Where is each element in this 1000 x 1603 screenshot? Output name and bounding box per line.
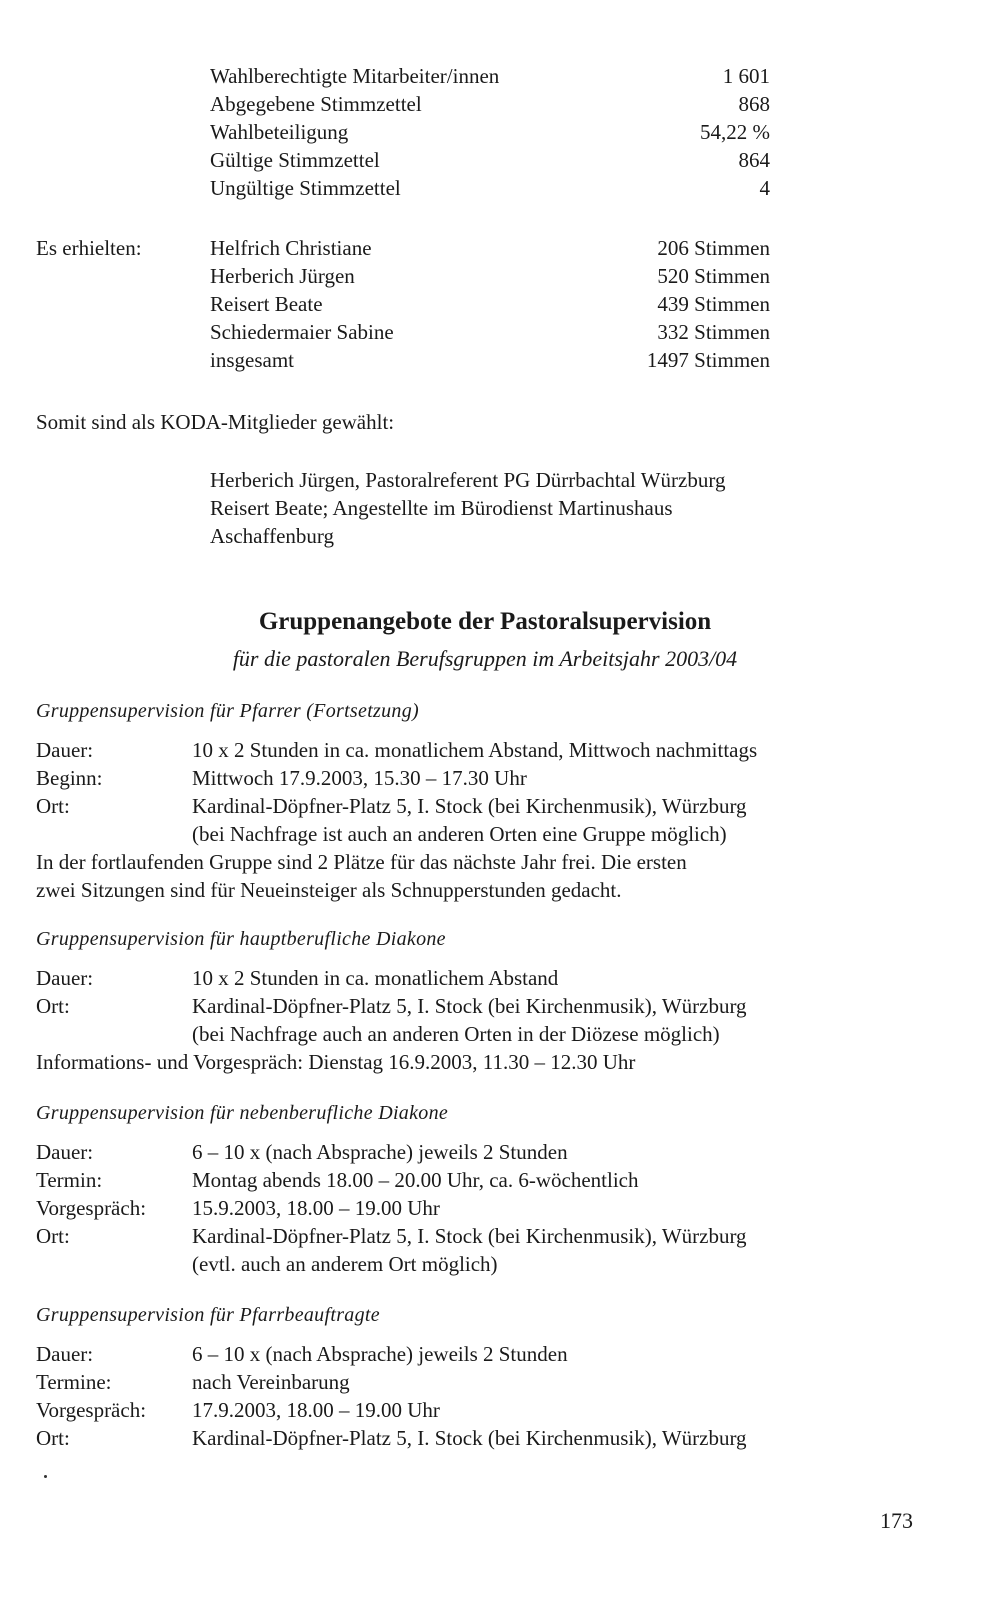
detail-value: 6 – 10 x (nach Absprache) jeweils 2 Stunden [192, 1342, 568, 1366]
elected-line: Herberich Jürgen, Pastoralreferent PG Dürrbachtal Würzburg [210, 468, 726, 492]
detail-value: Kardinal-Döpfner-Platz 5, I. Stock (bei Kirchenmusik), Würzburg [192, 1426, 747, 1450]
group-heading: Gruppensupervision für nebenberufliche Diakone [36, 1102, 449, 1124]
detail-row [36, 1370, 936, 1398]
stat-row [210, 120, 770, 148]
candidate-votes: 1497 Stimmen [646, 348, 770, 372]
detail-row [36, 794, 936, 822]
stat-label: Wahlberechtigte Mitarbeiter/innen [210, 64, 500, 88]
detail-key: Vorgespräch: [36, 1196, 147, 1220]
candidate-row [210, 264, 770, 292]
candidate-name: Reisert Beate [210, 292, 323, 316]
stat-value: 4 [759, 176, 770, 200]
page-number: 173 [880, 1508, 913, 1533]
elected-line: Aschaffenburg [210, 524, 335, 548]
detail-key: Vorgespräch: [36, 1398, 147, 1422]
detail-row [36, 1398, 936, 1426]
detail-row [36, 1342, 936, 1370]
candidate-votes: 206 Stimmen [657, 236, 770, 260]
stat-row [210, 148, 770, 176]
stat-label: Gültige Stimmzettel [210, 148, 380, 172]
detail-row [36, 1168, 936, 1196]
scan-speck [44, 1475, 47, 1478]
candidate-votes: 520 Stimmen [657, 264, 770, 288]
group-note: In der fortlaufenden Gruppe sind 2 Plätze für das nächste Jahr frei. Die ersten [36, 850, 687, 874]
detail-value: Kardinal-Döpfner-Platz 5, I. Stock (bei Kirchenmusik), Würzburg [192, 1224, 747, 1248]
section-title: Gruppenangebote der Pastoralsupervision [258, 608, 712, 635]
candidate-name: Herberich Jürgen [210, 264, 355, 288]
stat-value: 54,22 % [700, 120, 770, 144]
stat-value: 1 601 [722, 64, 770, 88]
detail-value: 17.9.2003, 18.00 – 19.00 Uhr [192, 1398, 440, 1422]
detail-key: Ort: [36, 1224, 70, 1248]
elected-line: Reisert Beate; Angestellte im Bürodienst Martinushaus [210, 496, 673, 520]
stat-label: Wahlbeteiligung [210, 120, 349, 144]
detail-value: 15.9.2003, 18.00 – 19.00 Uhr [192, 1196, 440, 1220]
detail-value: 6 – 10 x (nach Absprache) jeweils 2 Stunden [192, 1140, 568, 1164]
group-heading: Gruppensupervision für hauptberufliche Diakone [36, 928, 446, 950]
detail-value: 10 x 2 Stunden in ca. monatlichem Abstand [192, 966, 559, 990]
candidate-votes: 332 Stimmen [657, 320, 770, 344]
detail-value: Mittwoch 17.9.2003, 15.30 – 17.30 Uhr [192, 766, 527, 790]
stat-row [210, 176, 770, 204]
detail-row [36, 1196, 936, 1224]
results-label: Es erhielten: [36, 236, 142, 260]
detail-key: Ort: [36, 994, 70, 1018]
stat-value: 868 [738, 92, 770, 116]
elected-list [210, 466, 910, 550]
group-note: zwei Sitzungen sind für Neueinsteiger als Schnupperstunden gedacht. [36, 878, 622, 902]
candidate-row [210, 320, 770, 348]
stat-value: 864 [738, 148, 770, 172]
detail-row [36, 1140, 936, 1168]
stat-label: Ungültige Stimmzettel [210, 176, 401, 200]
detail-key: Termine: [36, 1370, 112, 1394]
candidate-row [210, 236, 770, 264]
group-heading: Gruppensupervision für Pfarrbeauftragte [36, 1304, 380, 1326]
detail-row [36, 766, 936, 794]
candidate-name: insgesamt [210, 348, 294, 372]
candidate-name: Schiedermaier Sabine [210, 320, 394, 344]
candidate-votes: 439 Stimmen [657, 292, 770, 316]
detail-row [36, 1426, 936, 1454]
detail-key: Dauer: [36, 966, 94, 990]
detail-continuation: (bei Nachfrage auch an anderen Orten in der Diözese möglich) [192, 1022, 720, 1046]
stat-label: Abgegebene Stimmzettel [210, 92, 422, 116]
detail-row [36, 738, 936, 766]
detail-key: Beginn: [36, 766, 103, 790]
section-subtitle: für die pastoralen Berufsgruppen im Arbeitsjahr 2003/04 [232, 646, 738, 671]
detail-key: Ort: [36, 1426, 70, 1450]
detail-value: Kardinal-Döpfner-Platz 5, I. Stock (bei Kirchenmusik), Würzburg [192, 994, 747, 1018]
detail-value: nach Vereinbarung [192, 1370, 350, 1394]
detail-row [36, 994, 936, 1022]
detail-continuation: (evtl. auch an anderem Ort möglich) [192, 1252, 498, 1276]
detail-key: Termin: [36, 1168, 103, 1192]
detail-value: Kardinal-Döpfner-Platz 5, I. Stock (bei Kirchenmusik), Würzburg [192, 794, 747, 818]
detail-key: Dauer: [36, 1342, 94, 1366]
detail-continuation: (bei Nachfrage ist auch an anderen Orten eine Gruppe möglich) [192, 822, 727, 846]
detail-value: 10 x 2 Stunden in ca. monatlichem Abstand, Mittwoch nachmittags [192, 738, 758, 762]
group-note: Informations- und Vorgespräch: Dienstag 16.9.2003, 11.30 – 12.30 Uhr [36, 1050, 636, 1074]
candidate-name: Helfrich Christiane [210, 236, 372, 260]
detail-value: Montag abends 18.00 – 20.00 Uhr, ca. 6-wöchentlich [192, 1168, 639, 1192]
detail-key: Dauer: [36, 1140, 94, 1164]
group-heading: Gruppensupervision für Pfarrer (Fortsetzung) [36, 700, 419, 722]
candidate-row [210, 348, 770, 376]
detail-row [36, 1224, 936, 1252]
detail-key: Ort: [36, 794, 70, 818]
elected-intro: Somit sind als KODA-Mitglieder gewählt: [36, 410, 395, 434]
detail-row [36, 966, 936, 994]
stat-row [210, 92, 770, 120]
candidate-row [210, 292, 770, 320]
detail-key: Dauer: [36, 738, 94, 762]
stat-row [210, 64, 770, 92]
